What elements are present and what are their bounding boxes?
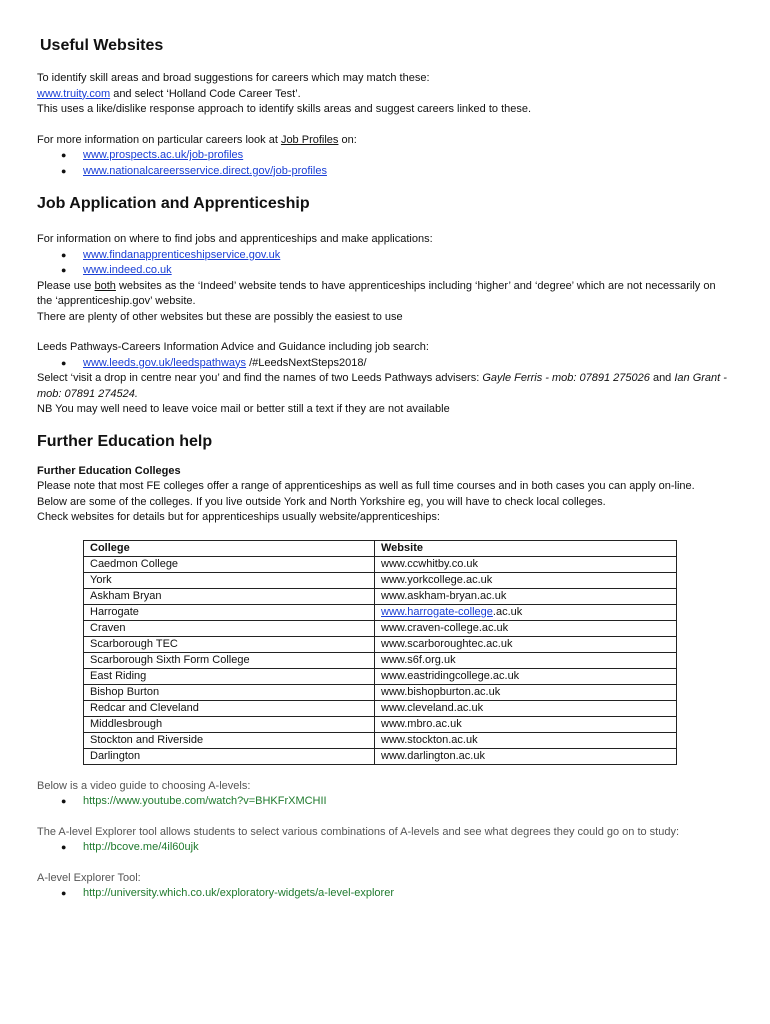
document-page	[37, 36, 727, 902]
table-row: East Riding www.eastridingcollege.ac.uk	[84, 668, 677, 684]
fe-para-2: Below are some of the colleges. If you live outside York and North Yorkshire eg, you will have to check local colleges.	[37, 495, 606, 508]
list-item: ● www.findanapprenticeshipservice.gov.uk	[61, 248, 281, 261]
job-intro: For information on where to find jobs and apprenticeships and make applications:	[37, 233, 433, 245]
list-item: ● www.nationalcareersservice.direct.gov/job-profiles	[61, 164, 327, 177]
fe-para-3: Check websites for details but for apprenticeships usually website/apprenticeships:	[37, 511, 440, 523]
nationalcareers-link[interactable]: www.nationalcareersservice.direct.gov/job-profiles	[83, 164, 327, 177]
table-row: Askham Bryan www.askham-bryan.ac.uk	[84, 588, 677, 604]
table-row: Craven www.craven-college.ac.uk	[84, 620, 677, 636]
table-row: Stockton and Riverside www.stockton.ac.uk	[84, 732, 677, 748]
list-item: ● www.prospects.ac.uk/job-profiles	[61, 149, 244, 161]
list-item: ● http://bcove.me/4il60ujk	[61, 841, 199, 853]
indeed-link[interactable]: www.indeed.co.uk	[83, 264, 172, 276]
tool-link-list	[37, 886, 727, 902]
job-profiles-link[interactable]: Job Profiles	[280, 133, 339, 146]
fe-subtitle: Further Education Colleges	[37, 464, 181, 477]
video-link-list	[37, 794, 727, 810]
which-explorer-link[interactable]: http://university.which.co.uk/exploratory-widgets/a-level-explorer	[83, 887, 394, 899]
plenty-line: There are plenty of other websites but these are possibly the easiest to use	[37, 310, 403, 323]
leeds-link-list	[37, 356, 727, 372]
more-info-line: For more information on particular careers look at Job Profiles on:	[37, 133, 357, 146]
list-item: ● www.leeds.gov.uk/leedspathways /#LeedsNextSteps2018/	[61, 356, 367, 369]
list-item: ● http://university.which.co.uk/exploratory-widgets/a-level-explorer	[61, 887, 394, 899]
table-row: Caedmon College www.ccwhitby.co.uk	[84, 556, 677, 572]
video-intro: Below is a video guide to choosing A-levels:	[37, 779, 251, 792]
college-header: College	[84, 540, 375, 556]
truity-link[interactable]: www.truity.com	[37, 87, 111, 100]
uses-line: This uses a like/dislike response approach to identify skills areas and suggest careers linked to these.	[37, 103, 532, 115]
explorer-intro: The A-level Explorer tool allows students to select various combinations of A-levels and see what degrees they could go on to study:	[37, 825, 680, 838]
table-row: Redcar and Cleveland www.cleveland.ac.uk	[84, 700, 677, 716]
table-row: Scarborough Sixth Form College www.s6f.org.uk	[84, 652, 677, 668]
explorer-link-list	[37, 840, 727, 856]
table-row: Darlington www.darlington.ac.uk	[84, 748, 677, 764]
colleges-table	[83, 540, 677, 765]
youtube-link[interactable]: https://www.youtube.com/watch?v=BHKFrXMCHII	[83, 795, 327, 807]
job-application-heading: Job Application and Apprenticeship	[37, 195, 310, 212]
website-header: Website	[375, 540, 677, 556]
table-row: Middlesbrough www.mbro.ac.uk	[84, 716, 677, 732]
both-websites-note: Please use both websites as the ‘Indeed’ website tends to have apprenticeships including ‘higher’ and ‘degree’ which are not necessarily on the ‘apprenticeship.gov’ website.	[37, 279, 716, 307]
table-header-row	[84, 540, 677, 556]
prospects-link[interactable]: www.prospects.ac.uk/job-profiles	[83, 149, 244, 161]
leeds-intro: Leeds Pathways-Careers Information Advice and Guidance including job search:	[37, 341, 429, 353]
job-link-list	[37, 248, 727, 279]
table-row: Harrogate www.harrogate-college.ac.uk	[84, 604, 677, 620]
fe-para-1: Please note that most FE colleges offer a range of apprenticeships as well as full time courses and in both cases you can apply on-line.	[37, 480, 695, 492]
list-item: ● https://www.youtube.com/watch?v=BHKFrXMCHII	[61, 795, 327, 807]
leeds-pathways-link[interactable]: www.leeds.gov.uk/leedspathways	[83, 356, 247, 369]
table-row: York www.yorkcollege.ac.uk	[84, 572, 677, 588]
useful-intro: To identify skill areas and broad suggestions for careers which may match these:	[37, 72, 430, 84]
list-item: ● www.indeed.co.uk	[61, 264, 172, 276]
findapprenticeship-link[interactable]: www.findanapprenticeshipservice.gov.uk	[83, 248, 281, 261]
further-education-heading: Further Education help	[37, 432, 213, 450]
useful-websites-heading: Useful Websites	[40, 37, 164, 54]
bcove-link[interactable]: http://bcove.me/4il60ujk	[83, 841, 199, 853]
harrogate-link[interactable]: www.harrogate-college	[381, 605, 493, 618]
truity-line: www.truity.com and select ‘Holland Code Career Test’.	[37, 87, 301, 100]
careers-link-list	[37, 148, 727, 179]
table-row: Bishop Burton www.bishopburton.ac.uk	[84, 684, 677, 700]
nb-line: NB You may well need to leave voice mail or better still a text if they are not available	[37, 403, 450, 415]
tool-intro: A-level Explorer Tool:	[37, 871, 141, 884]
table-row: Scarborough TEC www.scarboroughtec.ac.uk	[84, 636, 677, 652]
select-centre-line: Select ‘visit a drop in centre near you’ and find the names of two Leeds Pathways advisers: Gayle Ferris - mob: 07891 275026 and Ian Grant - mob: 07891 274524.	[37, 372, 727, 400]
